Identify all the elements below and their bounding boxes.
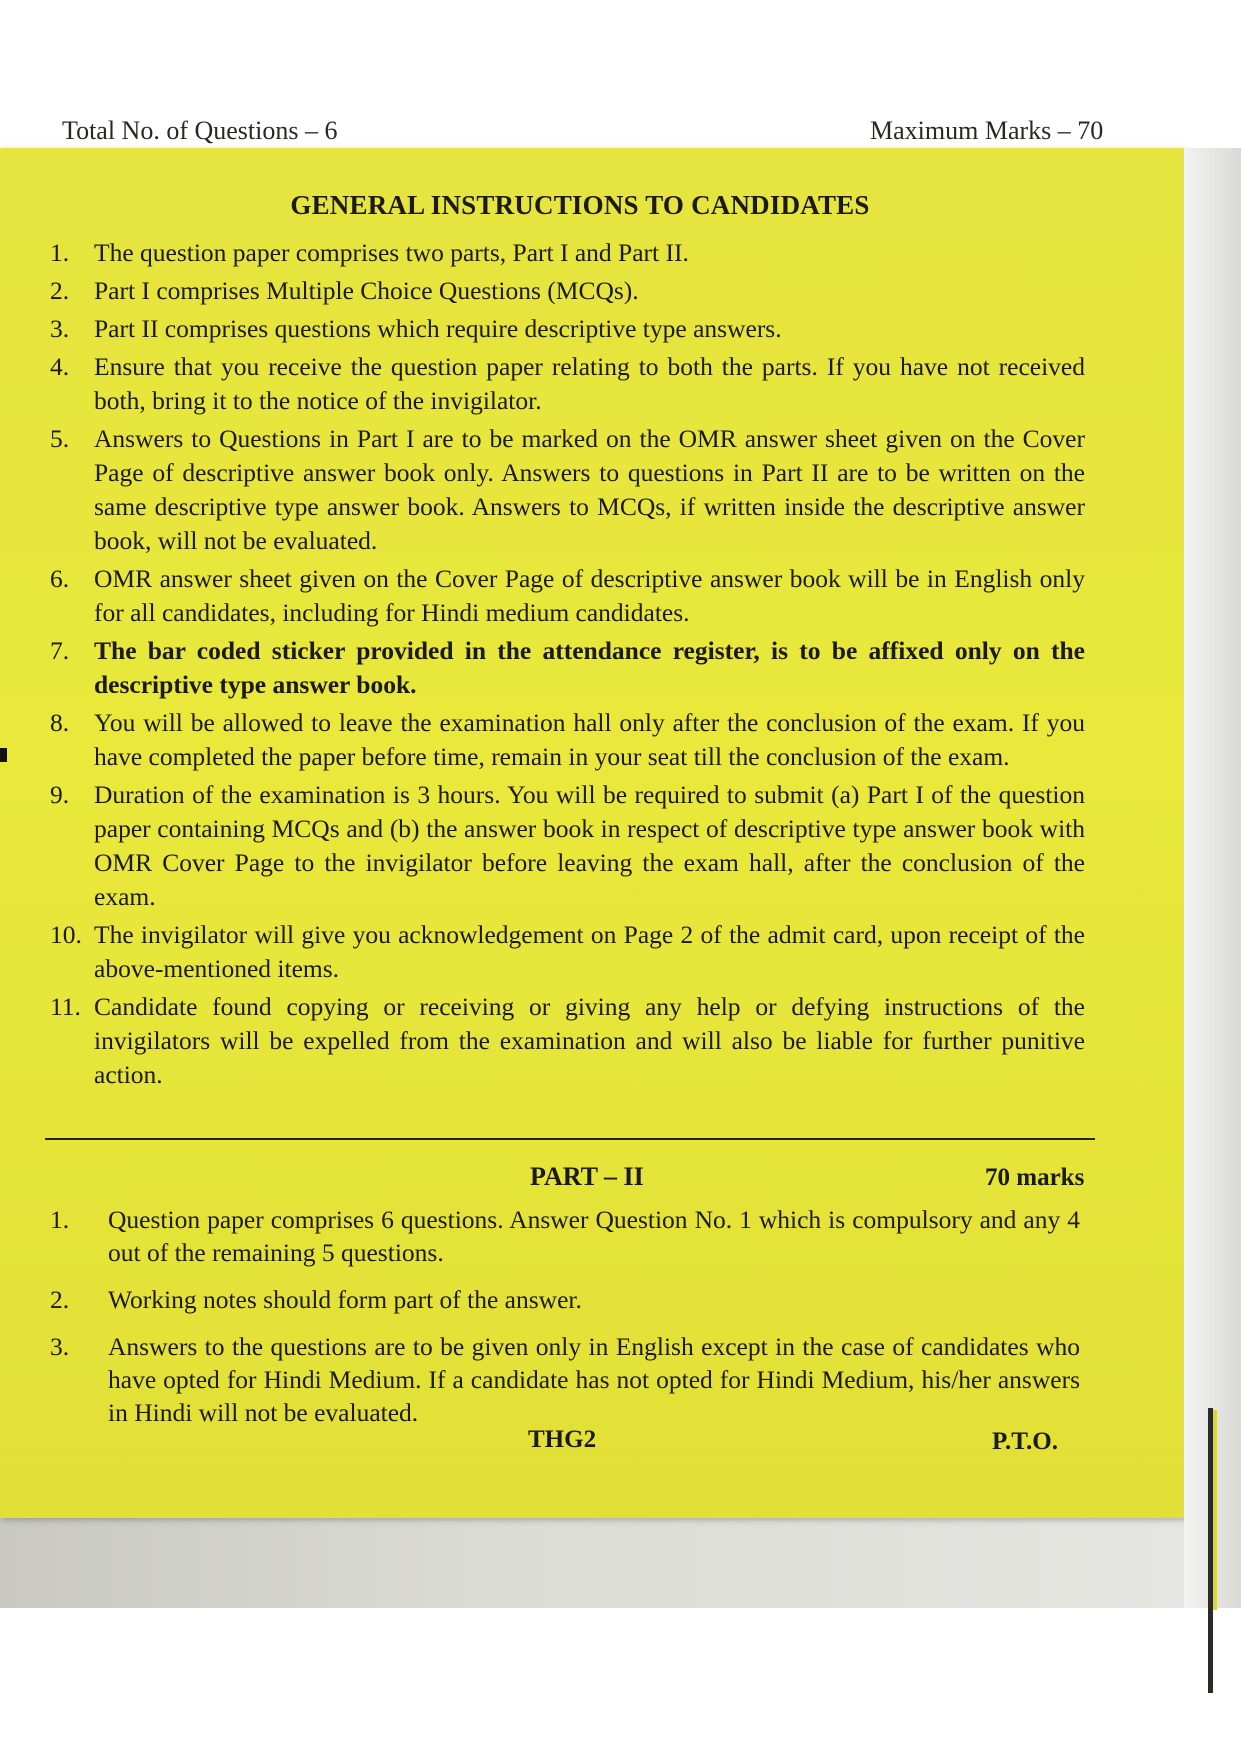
item-number: 9.: [50, 780, 70, 809]
part-two-item: [50, 1330, 1080, 1429]
item-text: Duration of the examination is 3 hours. You will be required to submit (a) Part I of the question paper containing MCQs and (b) the answer book in respect of descriptive type answer book with OMR Cover Page to the invigilator before leaving the exam hall, after the conclusion of the exam.: [94, 780, 1085, 911]
item-number: 3.: [50, 314, 70, 343]
section-divider: [45, 1138, 1095, 1140]
item-number: 5.: [50, 424, 70, 453]
general-instructions-heading: GENERAL INSTRUCTIONS TO CANDIDATES: [290, 190, 870, 220]
page-edge: [1184, 148, 1241, 1608]
item-number: 1.: [50, 1205, 70, 1234]
instruction-item: [50, 990, 1085, 1092]
item-text: You will be allowed to leave the examination hall only after the conclusion of the exam. If you have completed the paper before time, remain in your seat till the conclusion of the exam.: [94, 708, 1085, 771]
left-edge-mark: [0, 748, 7, 762]
instruction-item: [50, 274, 1085, 308]
question-paper-sheet: [0, 148, 1185, 1518]
item-number: 2.: [50, 276, 70, 305]
item-number: 7.: [50, 636, 70, 665]
cut-header-right: Maximum Marks – 70: [870, 116, 1104, 145]
item-text: The invigilator will give you acknowledgement on Page 2 of the admit card, upon receipt of the above-mentioned items.: [94, 920, 1085, 983]
instruction-item: [50, 422, 1085, 558]
instruction-item: [50, 706, 1085, 774]
instruction-item: [50, 778, 1085, 914]
item-text: Answers to the questions are to be given only in English except in the case of candidates who have opted for Hindi Medium. If a candidate has not opted for Hindi Medium, his/her answers in Hindi will not be evaluated.: [108, 1332, 1080, 1427]
cut-off-header: [50, 116, 1150, 148]
instruction-item: [50, 350, 1085, 418]
part-two-title: PART – II: [530, 1162, 644, 1191]
please-turn-over: P.T.O.: [992, 1428, 1058, 1455]
item-text: Answers to Questions in Part I are to be marked on the OMR answer sheet given on the Cover Page of descriptive answer book only. Answers to questions in Part II are to be written on the same descriptive type answer book. Answers to MCQs, if written inside the descriptive answer book, will not be evaluated.: [94, 424, 1085, 555]
part-two-marks: 70 marks: [985, 1164, 1085, 1191]
instruction-item: [50, 918, 1085, 986]
photo-background: [0, 148, 1241, 1608]
instruction-item: [50, 562, 1085, 630]
edge-highlight: [1213, 1410, 1217, 1610]
part-two-item: [50, 1283, 1080, 1316]
part-two-instructions-list: [50, 1203, 1080, 1443]
item-number: 2.: [50, 1285, 70, 1314]
instruction-item: [50, 312, 1085, 346]
item-number: 6.: [50, 564, 70, 593]
item-number: 11.: [50, 992, 81, 1021]
instruction-item-bold: [50, 634, 1085, 702]
item-number: 10.: [50, 920, 82, 949]
paper-code: THG2: [528, 1426, 597, 1453]
general-instructions-list: [50, 236, 1085, 1096]
item-text: Part I comprises Multiple Choice Questions (MCQs).: [94, 276, 639, 305]
item-text: The question paper comprises two parts, Part I and Part II.: [94, 238, 689, 267]
cut-header-left: Total No. of Questions – 6: [62, 116, 338, 145]
item-text: The bar coded sticker provided in the attendance register, is to be affixed only on the descriptive type answer book.: [94, 636, 1085, 699]
item-text: Working notes should form part of the answer.: [108, 1285, 582, 1314]
item-text: Candidate found copying or receiving or giving any help or defying instructions of the invigilators will be expelled from the examination and will also be liable for further punitive action.: [94, 992, 1085, 1089]
item-number: 8.: [50, 708, 70, 737]
item-number: 4.: [50, 352, 70, 381]
part-two-item: [50, 1203, 1080, 1269]
item-text: Part II comprises questions which require descriptive type answers.: [94, 314, 782, 343]
item-text: Question paper comprises 6 questions. Answer Question No. 1 which is compulsory and any 4 out of the remaining 5 questions.: [108, 1205, 1080, 1267]
item-text: Ensure that you receive the question paper relating to both the parts. If you have not received both, bring it to the notice of the invigilator.: [94, 352, 1085, 415]
instruction-item: [50, 236, 1085, 270]
item-number: 3.: [50, 1332, 70, 1361]
item-number: 1.: [50, 238, 70, 267]
item-text: OMR answer sheet given on the Cover Page of descriptive answer book will be in English only for all candidates, including for Hindi medium candidates.: [94, 564, 1085, 627]
